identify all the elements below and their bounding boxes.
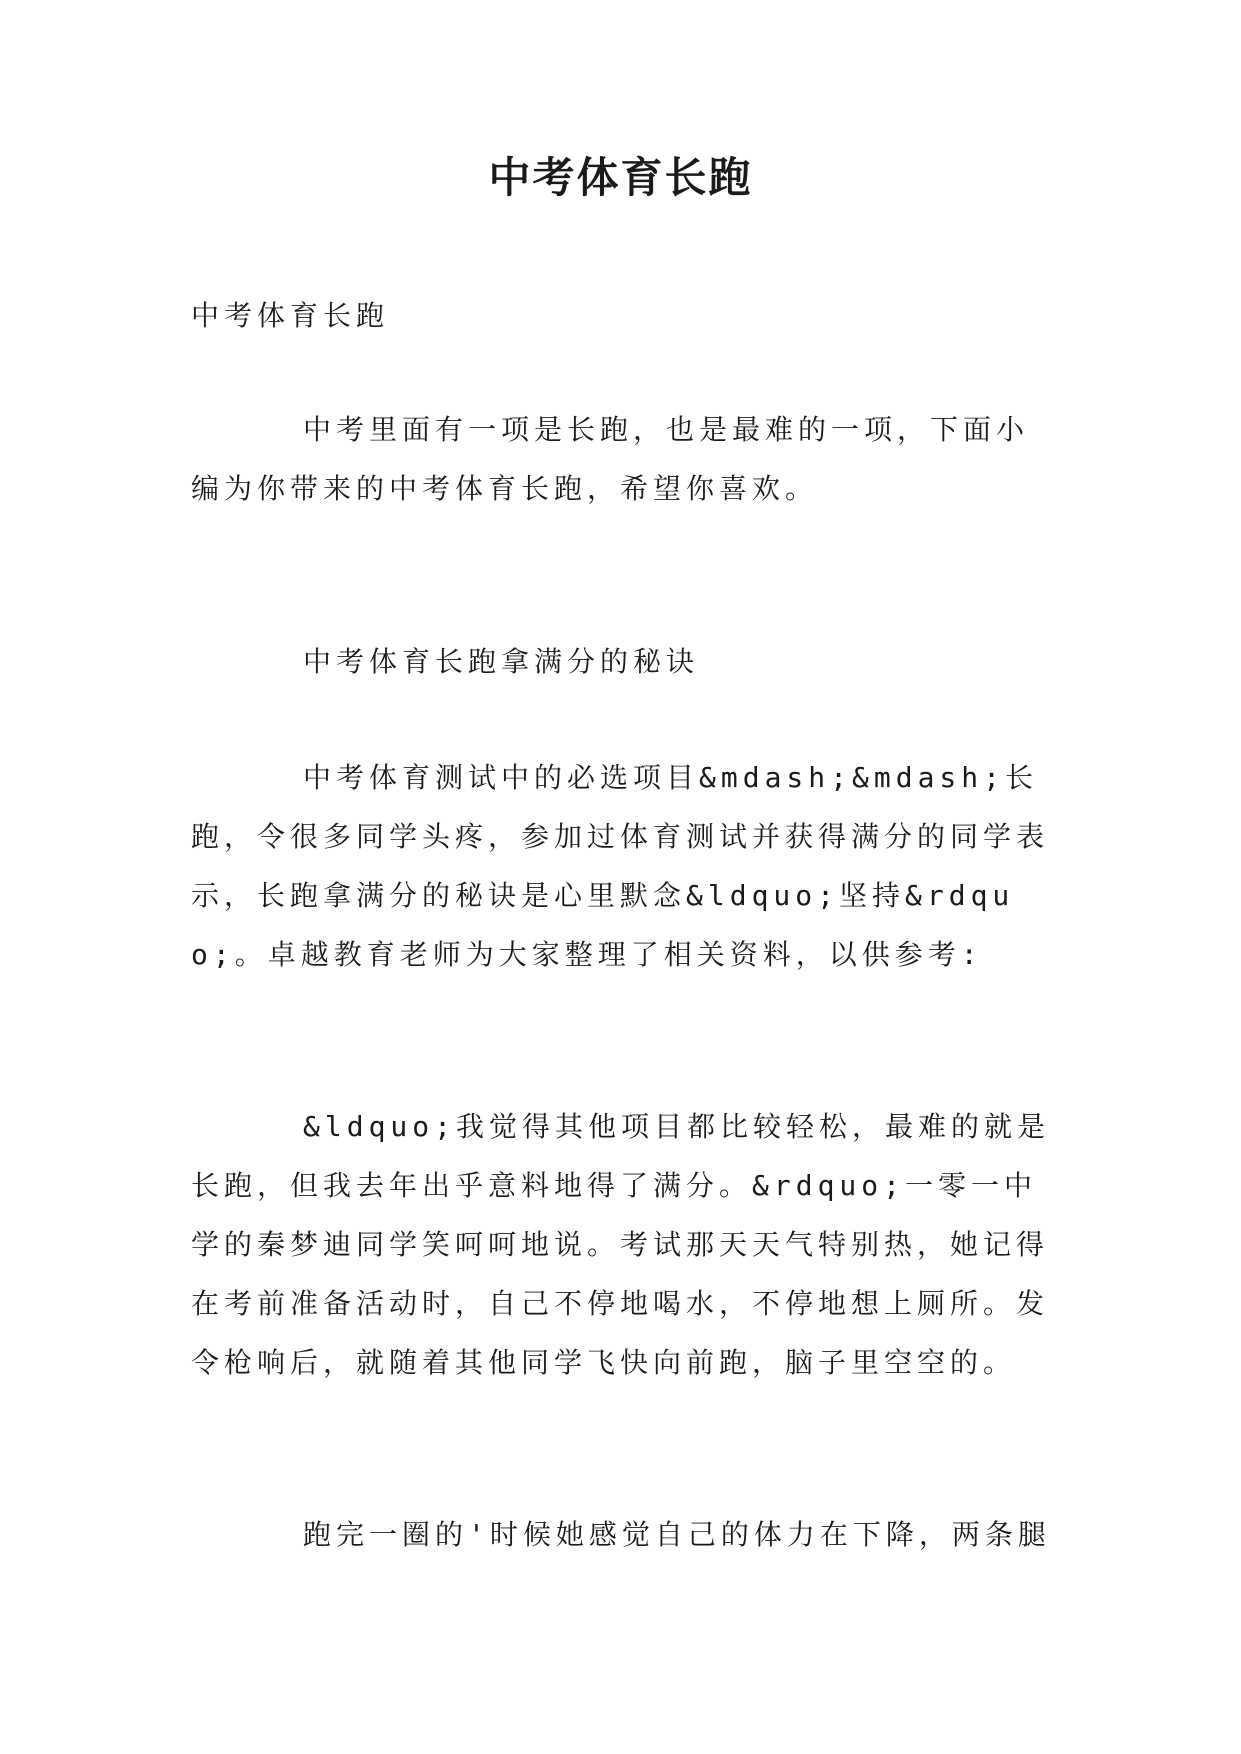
document-title: 中考体育长跑 (488, 153, 753, 202)
document-subtitle: 中考体育长跑 (191, 299, 390, 332)
section-heading: 中考体育长跑拿满分的秘诀 (303, 645, 700, 678)
body-paragraph-1: 中考体育测试中的必选项目&mdash;&mdash;长跑，令很多同学头疼，参加过体育测试并获得满分的同学表示，长跑拿满分的秘诀是心里默念&ldquo;坚持&rdquo;。卓越教育老师为大家整理了相关资料，以供参考: (191, 761, 1050, 971)
intro-paragraph: 中考里面有一项是长跑，也是最难的一项，下面小编为你带来的中考体育长跑，希望你喜欢。 (191, 413, 1030, 505)
body-paragraph-2: &ldquo;我觉得其他项目都比较轻松，最难的就是长跑，但我去年出乎意料地得了满分。&rdquo;一零一中学的秦梦迪同学笑呵呵地说。考试那天天气特别热，她记得在考前准备活动时，自己不停地喝水，不停地想上厕所。发令枪响后，就随着其他同学飞快向前跑，脑子里空空的。 (191, 1110, 1051, 1379)
body-paragraph-3: 跑完一圈的'时候她感觉自己的体力在下降，两条腿 (303, 1518, 1051, 1551)
